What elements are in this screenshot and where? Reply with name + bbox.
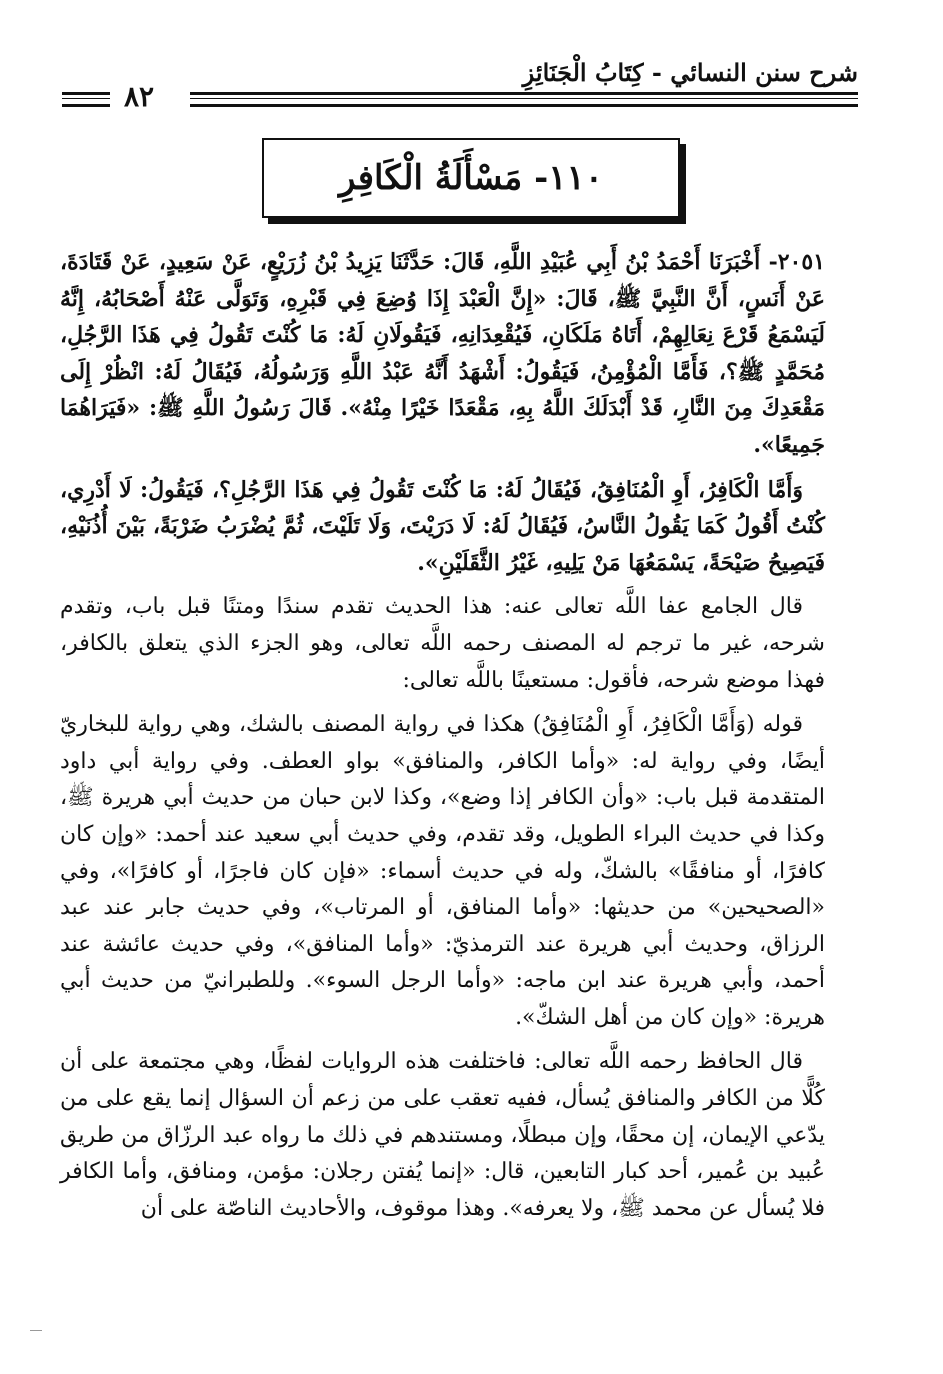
- chapter-title: ١١٠- مَسْأَلَةُ الْكَافِرِ: [338, 158, 604, 198]
- chapter-box: [262, 138, 680, 218]
- commentary-paragraph: قال الجامع عفا اللَّه تعالى عنه: هذا الحديث تقدم سندًا ومتنًا قبل باب، وتقدم شرحه، غير ما ترجم له المصنف رحمه اللَّه تعالى، وهو الجزء الذي يتعلق بالكافر، فهذا موضع شرحه، فأقول: مستعينًا باللَّه تعالى:: [60, 594, 825, 693]
- commentary-paragraph: قال الحافظ رحمه اللَّه تعالى: فاختلفت هذه الروايات لفظًا، وهي مجتمعة على أن كُلًّا من الكافر والمنافق يُسأل، ففيه تعقب على من زعم أن السؤال إنما يقع على من يدّعي الإيمان، إن محقًا، وإن مبطلًا، ومستندهم في ذلك ما رواه عبد الرزّاق من طريق عُبيد بن عُمير، أحد كبار التابعين، قال: «إنما يُفتن رجلان: مؤمن، ومنافق، وأما الكافر فلا يُسأل عن محمد ﷺ، ولا يعرفه». وهذا موقوف، والأحاديث الناصّة على أن: [60, 1049, 825, 1221]
- page-number: ٨٢: [124, 80, 155, 113]
- running-title: شرح سنن النسائي - كِتَابُ الْجَنَائِزِ: [513, 58, 858, 87]
- hadith-paragraph: وَأَمَّا الْكَافِرُ، أَوِ الْمُنَافِقُ، فَيُقَالُ لَهُ: مَا كُنْتَ تَقُولُ فِي هَذَا الرَّجُلِ؟، فَيَقُولُ: لَا أَدْرِي، كُنْتُ أَقُولُ كَمَا يَقُولُ النَّاسُ، فَيُقَالُ لَهُ: لَا دَرَيْتَ، وَلَا تَلَيْتَ، ثُمَّ يُضْرَبُ ضَرْبَةً، بَيْنَ أُذُنَيْهِ، فَيَصِيحُ صَيْحَةً، يَسْمَعُهَا مَنْ يَلِيهِ، غَيْرُ الثَّقَلَيْنِ».: [60, 476, 825, 576]
- running-header: [62, 52, 858, 113]
- commentary-paragraph: قوله (وَأَمَّا الْكَافِرُ، أَوِ الْمُنَافِقُ) هكذا في رواية المصنف بالشك، وهي رواية للبخاريّ أيضًا، وفي رواية له: «وأما الكافر، والمنافق» بواو العطف. وفي رواية أبي داود المتقدمة قبل باب: «وأن الكافر إذا وضع»، وكذا لابن حبان من حديث أبي هريرة ﷺ، وكذا في حديث البراء الطويل، وقد تقدم، وفي حديث أبي سعيد عند أحمد: «وإن كان كافرًا، أو منافقًا» بالشكّ، وله في حديث أسماء: «فإن كان فاجرًا، أو كافرًا»، وفي «الصحيحين» من حديثها: «وأما المنافق، أو المرتاب»، وفي حديث جابر عند عبد الرزاق، وحديث أبي هريرة عند الترمذيّ: «وأما المنافق»، وفي حديث عائشة عند أحمد، وأبي هريرة عند ابن ماجه: «وأما الرجل السوء». وللطبرانيّ من حديث أبي هريرة: «وإن كان من أهل الشكّ».: [60, 712, 825, 1030]
- hadith-paragraph: ٢٠٥١- أَخْبَرَنَا أَحْمَدُ بْنُ أَبِي عُبَيْدِ اللَّهِ، قَالَ: حَدَّثَنَا يَزِيدُ بْنُ زُرَيْعٍ، عَنْ سَعِيدٍ، عَنْ قَتَادَةَ، عَنْ أَنَسٍ، أَنَّ النَّبِيَّ ﷺ، قَالَ: «إِنَّ الْعَبْدَ إِذَا وُضِعَ فِي قَبْرِهِ، وَتَوَلَّى عَنْهُ أَصْحَابُهُ، إِنَّهُ لَيَسْمَعُ قَرْعَ نِعَالِهِمْ، أَتَاهُ مَلَكَانِ، فَيُقْعِدَانِهِ، فَيَقُولَانِ لَهُ: مَا كُنْتَ تَقُولُ فِي هَذَا الرَّجُلِ، مُحَمَّدٍ ﷺ؟، فَأَمَّا الْمُؤْمِنُ، فَيَقُولُ: أَشْهَدُ أَنَّهُ عَبْدُ اللَّهِ وَرَسُولُهُ، فَيُقَالُ لَهُ: انْظُرْ إِلَى مَقْعَدِكَ مِنَ النَّارِ، قَدْ أَبْدَلَكَ اللَّهُ بِهِ، مَقْعَدًا خَيْرًا مِنْهُ». قَالَ رَسُولُ اللَّهِ ﷺ: «فَيَرَاهُمَا جَمِيعًا».: [60, 249, 825, 458]
- body-text: [60, 244, 825, 1235]
- chapter-heading: [262, 138, 680, 218]
- margin-mark: [30, 1330, 42, 1331]
